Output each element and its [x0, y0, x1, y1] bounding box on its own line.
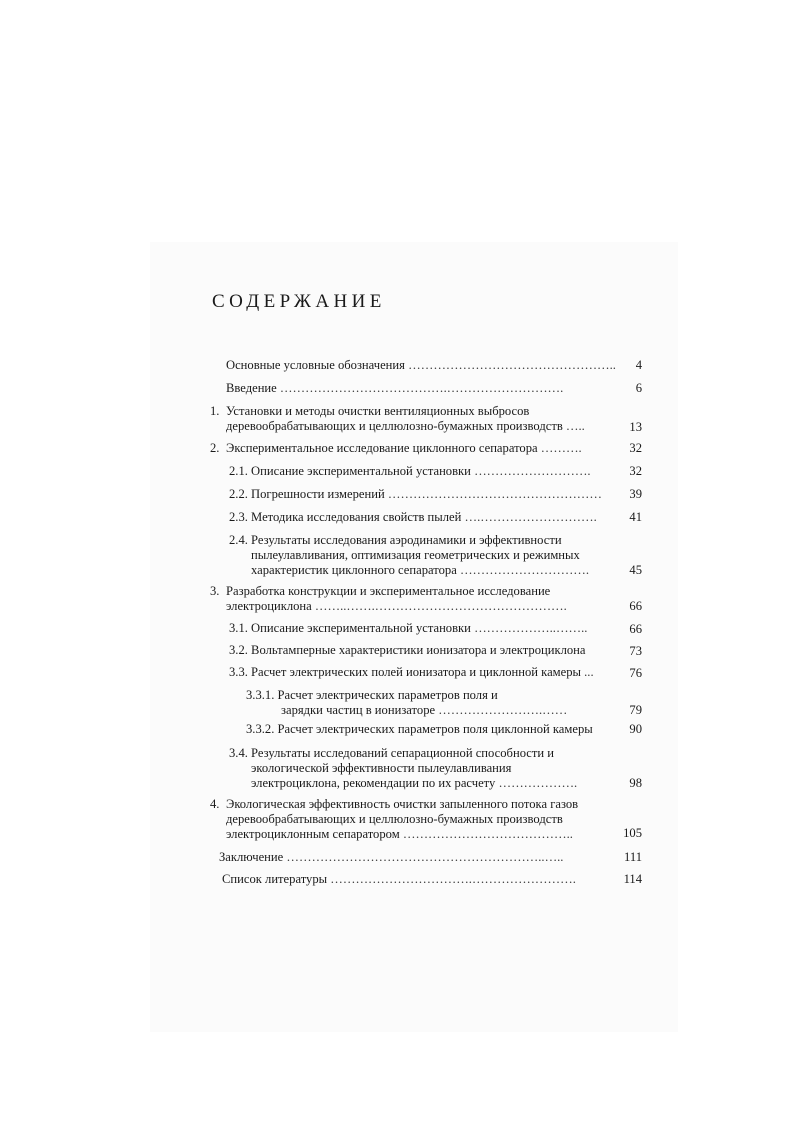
toc-entry-3-3-1-cont[interactable]	[281, 703, 567, 718]
toc-entry-chapter-1-cont[interactable]	[226, 419, 585, 434]
toc-label: Введение	[226, 381, 277, 395]
toc-leader: ……….	[540, 441, 582, 455]
toc-entry-3-4-cont[interactable]	[251, 776, 577, 791]
toc-page-number: 105	[623, 826, 642, 840]
toc-label: электроциклона	[226, 599, 312, 613]
toc-leader: ……………………….	[474, 464, 591, 478]
toc-entry-2-2[interactable]	[229, 487, 602, 502]
toc-page-number: 39	[629, 487, 642, 501]
toc-label: деревообрабатывающих и целлюлозно-бумажных производств	[226, 812, 563, 826]
toc-entry-3-4-cont[interactable]	[251, 761, 511, 776]
toc-label: электроциклонным сепаратором	[226, 827, 400, 841]
toc-page-number: 73	[629, 644, 642, 658]
toc-entry-references[interactable]	[222, 872, 576, 887]
toc-label: Список литературы	[222, 872, 328, 886]
toc-leader: ………………………….	[459, 563, 590, 577]
toc-page-number: 66	[629, 622, 642, 636]
toc-page-number: 79	[629, 703, 642, 717]
toc-entry-2-4-cont[interactable]	[251, 563, 589, 578]
toc-page-number: 114	[623, 872, 642, 886]
toc-entry-chapter-2[interactable]	[210, 441, 582, 456]
toc-page-number: 90	[629, 722, 642, 736]
toc-number: 1.	[210, 404, 220, 418]
toc-leader: ……..…….……………………………………….	[314, 599, 567, 613]
toc-page-number: 4	[635, 358, 642, 372]
toc-label: деревообрабатывающих и целлюлозно-бумажных производств	[226, 419, 563, 433]
toc-page-number: 111	[624, 850, 642, 864]
toc-entry-3-3[interactable]	[229, 665, 594, 680]
toc-page-number: 32	[629, 464, 642, 478]
toc-label: Основные условные обозначения	[226, 358, 405, 372]
toc-entry-2-1[interactable]	[229, 464, 591, 479]
toc-leader: …………………….……	[438, 703, 568, 717]
toc-page-number: 13	[629, 420, 642, 434]
toc-leader: ………………………………….……………………….	[279, 381, 564, 395]
toc-label: характеристик циклонного сепаратора	[251, 563, 457, 577]
toc-leader: ………………..……..	[474, 621, 588, 635]
toc-label: пылеулавливания, оптимизация геометрических и режимных	[251, 548, 580, 562]
toc-label: 3.4. Результаты исследований сепарационной способности и	[229, 746, 555, 760]
page-title: СОДЕРЖАНИЕ	[212, 291, 386, 312]
toc-label: 2.4. Результаты исследования аэродинамики и эффективности	[229, 533, 562, 547]
toc-entry-3-4[interactable]	[229, 746, 554, 761]
toc-leader: ….……………………….	[464, 510, 597, 524]
toc-number: 2.	[210, 441, 220, 455]
toc-page-number: 32	[629, 441, 642, 455]
toc-entry-3-2[interactable]	[229, 643, 586, 658]
toc-entry-2-4-cont[interactable]	[251, 548, 580, 563]
toc-entry-chapter-1[interactable]	[210, 404, 529, 419]
toc-leader: …………………………….…………………….	[330, 872, 576, 886]
toc-number: 4.	[210, 797, 220, 811]
toc-label: 2.1. Описание экспериментальной установки	[229, 464, 471, 478]
toc-entry-3-1[interactable]	[229, 621, 587, 636]
toc-leader: ...	[584, 665, 594, 679]
toc-leader: ……………………………………………	[387, 487, 602, 501]
toc-leader: …..	[565, 419, 585, 433]
toc-entry-2-4[interactable]	[229, 533, 562, 548]
toc-label: зарядки частиц в ионизаторе	[281, 703, 436, 717]
toc-entry-intro[interactable]	[226, 381, 563, 396]
toc-number: 3.	[210, 584, 220, 598]
toc-leader: …………………………………..	[402, 827, 573, 841]
toc-entry-2-3[interactable]	[229, 510, 597, 525]
toc-leader: …………………………………………..	[408, 358, 616, 372]
toc-entry-chapter-4-cont[interactable]	[226, 812, 563, 827]
toc-entry-chapter-3[interactable]	[210, 584, 550, 599]
toc-label: 3.2. Вольтамперные характеристики ионизатора и электроциклона	[229, 643, 586, 657]
toc-label: Экспериментальное исследование циклонного сепаратора	[226, 441, 538, 455]
toc-entry-chapter-4[interactable]	[210, 797, 578, 812]
toc-label: 3.3. Расчет электрических полей ионизатора и циклонной камеры	[229, 665, 581, 679]
toc-entry-conclusion[interactable]	[219, 850, 563, 865]
toc-label: Установки и методы очистки вентиляционных выбросов	[226, 404, 530, 418]
toc-entry-3-3-1[interactable]	[246, 688, 498, 703]
toc-page-number: 45	[629, 563, 642, 577]
toc-label: 3.1. Описание экспериментальной установки	[229, 621, 471, 635]
toc-label: 2.3. Методика исследования свойств пылей	[229, 510, 462, 524]
toc-leader: ……………….	[498, 776, 578, 790]
toc-entry-chapter-3-cont[interactable]	[226, 599, 567, 614]
toc-entry-3-3-2[interactable]	[246, 722, 593, 737]
toc-label: 3.3.1. Расчет электрических параметров поля и	[246, 688, 498, 702]
toc-label: 2.2. Погрешности измерений	[229, 487, 385, 501]
toc-label: Заключение	[219, 850, 284, 864]
toc-label: 3.3.2. Расчет электрических параметров поля циклонной камеры	[246, 722, 593, 736]
toc-page-number: 6	[635, 381, 642, 395]
toc-entry-abbreviations[interactable]	[226, 358, 616, 373]
toc-leader: ……………………………………………………..…..	[286, 850, 564, 864]
toc-page-number: 41	[629, 510, 642, 524]
toc-page-number: 98	[629, 776, 642, 790]
toc-entry-chapter-4-cont[interactable]	[226, 827, 573, 842]
toc-label: экологической эффективности пылеулавливания	[251, 761, 512, 775]
toc-label: Разработка конструкции и экспериментальное исследование	[226, 584, 551, 598]
toc-page-number: 66	[629, 599, 642, 613]
toc-label: Экологическая эффективность очистки запыленного потока газов	[226, 797, 579, 811]
toc-page-number: 76	[629, 666, 642, 680]
toc-label: электроциклона, рекомендации по их расчету	[251, 776, 496, 790]
